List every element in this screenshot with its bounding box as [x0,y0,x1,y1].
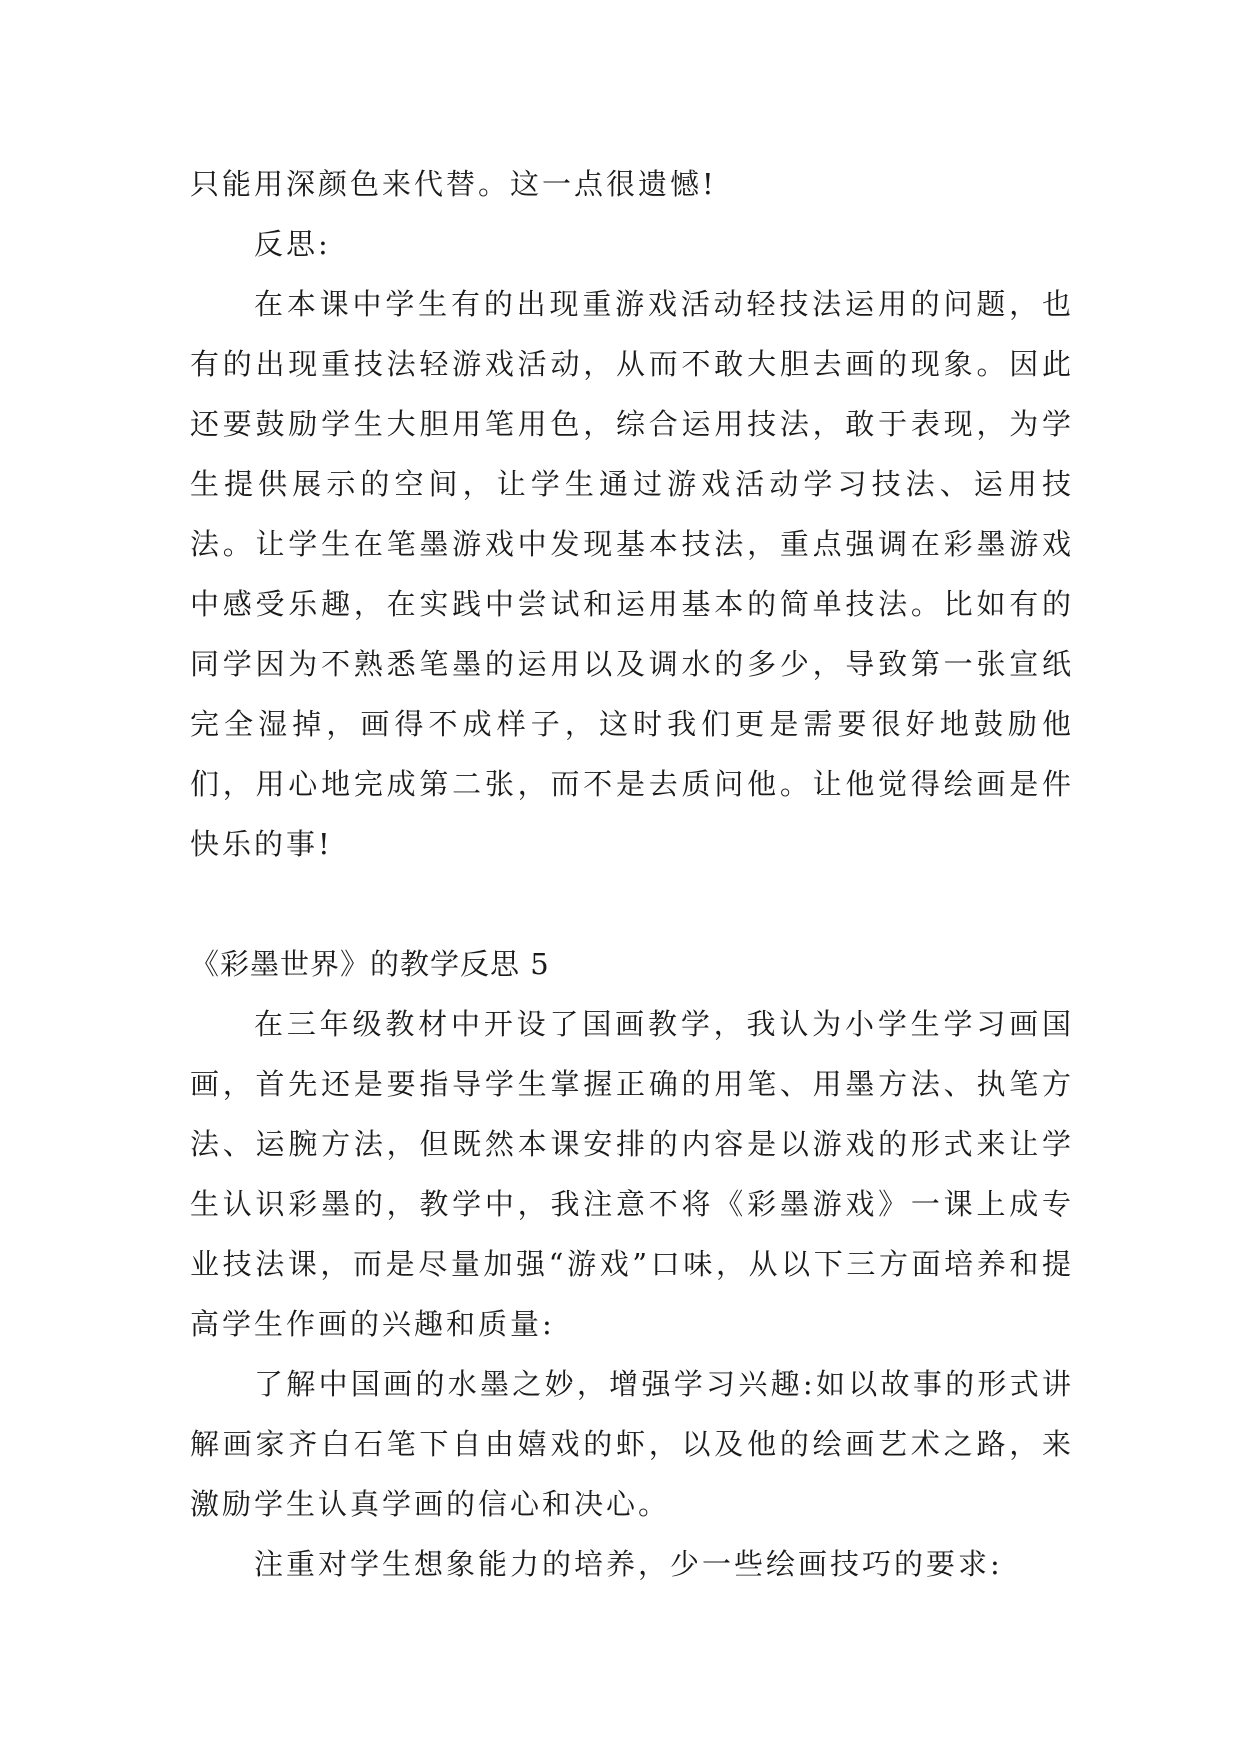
section-spacer [190,874,1074,934]
continuation-paragraph: 只能用深颜色来代替。这一点很遗憾! [190,167,717,201]
reflection-label: 反思: [254,227,331,261]
body-paragraph-2: 了解中国画的水墨之妙，增强学习兴趣:如以故事的形式讲解画家齐白石笔下自由嬉戏的虾，以及他的绘画艺术之路，来激励学生认真学画的信心和决心。 [190,1367,1074,1521]
section-title: 《彩墨世界》的教学反思 5 [190,947,550,981]
reflection-paragraph: 在本课中学生有的出现重游戏活动轻技法运用的问题，也有的出现重技法轻游戏活动，从而不敢大胆去画的现象。因此还要鼓励学生大胆用笔用色，综合运用技法，敢于表现，为学生提供展示的空间，让学生通过游戏活动学习技法、运用技法。让学生在笔墨游戏中发现基本技法，重点强调在彩墨游戏中感受乐趣，在实践中尝试和运用基本的简单技法。比如有的同学因为不熟悉笔墨的运用以及调水的多少，导致第一张宣纸完全湿掉，画得不成样子，这时我们更是需要很好地鼓励他们，用心地完成第二张，而不是去质问他。让他觉得绘画是件快乐的事! [190,287,1074,861]
document-body [190,154,1074,1594]
body-paragraph-3: 注重对学生想象能力的培养，少一些绘画技巧的要求: [254,1547,1003,1581]
body-paragraph-1: 在三年级教材中开设了国画教学，我认为小学生学习画国画，首先还是要指导学生掌握正确的用笔、用墨方法、执笔方法、运腕方法，但既然本课安排的内容是以游戏的形式来让学生认识彩墨的，教学中，我注意不将《彩墨游戏》一课上成专业技法课，而是尽量加强“游戏”口味，从以下三方面培养和提高学生作画的兴趣和质量: [190,1007,1074,1341]
